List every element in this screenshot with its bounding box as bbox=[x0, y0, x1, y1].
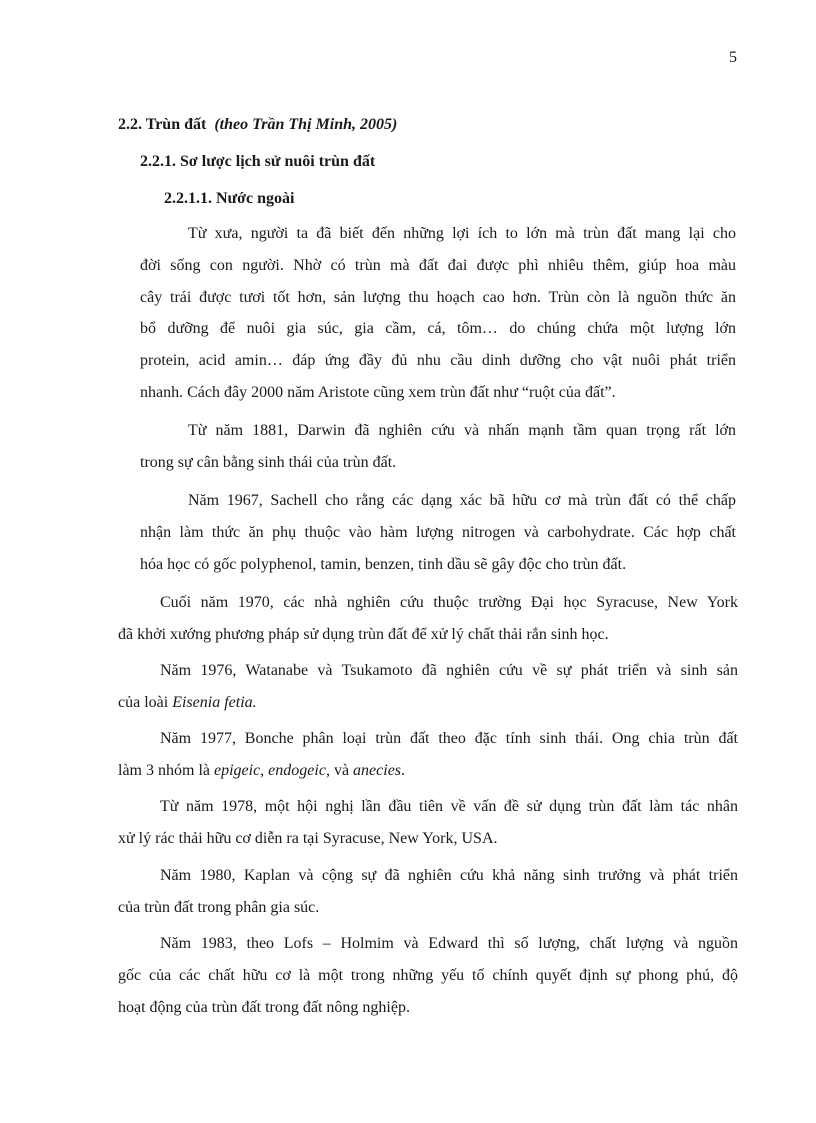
paragraph-watanabe bbox=[118, 655, 738, 719]
page-number: 5 bbox=[729, 49, 737, 66]
paragraph-line: gốc của các chất hữu cơ là một trong những yếu tố chính quyết định sự phong phú, độ bbox=[118, 966, 738, 984]
paragraph-line: xử lý rác thải hữu cơ diễn ra tại Syracuse, New York, USA. bbox=[118, 829, 498, 847]
section-heading bbox=[118, 116, 397, 134]
paragraph-line: nhận làm thức ăn phụ thuộc vào hàm lượng nitrogen và carbohydrate. Các hợp chất bbox=[140, 523, 736, 541]
group-name: anecies bbox=[353, 761, 402, 779]
paragraph-bonche bbox=[118, 723, 738, 787]
paragraph-sachell bbox=[140, 485, 736, 580]
paragraph-line: nhanh. Cách đây 2000 năm Aristote cũng xem trùn đất như “ruột của đất”. bbox=[140, 383, 616, 401]
paragraph-line: hoạt động của trùn đất trong đất nông nghiệp. bbox=[118, 998, 410, 1016]
paragraph-kaplan bbox=[118, 860, 738, 924]
paragraph-line: Năm 1977, Bonche phân loại trùn đất theo đặc tính sinh thái. Ong chia trùn đất bbox=[160, 730, 738, 747]
paragraph-line: đã khởi xướng phương pháp sử dụng trùn đất để xử lý chất thải rắn sinh học. bbox=[118, 625, 609, 643]
text-fragment: làm 3 nhóm là bbox=[118, 761, 214, 779]
paragraph-conference-1978 bbox=[118, 791, 738, 855]
paragraph-lofs-holmim bbox=[118, 928, 738, 1023]
paragraph-darwin bbox=[140, 415, 736, 479]
paragraph-line: của trùn đất trong phân gia súc. bbox=[118, 898, 320, 916]
text-fragment: , và bbox=[325, 761, 354, 779]
paragraph-line: Cuối năm 1970, các nhà nghiên cứu thuộc trường Đại học Syracuse, New York bbox=[160, 594, 738, 611]
subsection-heading: 2.2.1. Sơ lược lịch sử nuôi trùn đất bbox=[140, 153, 376, 170]
paragraph-line: Năm 1983, theo Lofs – Holmim và Edward thì số lượng, chất lượng và nguồn bbox=[160, 935, 738, 952]
paragraph-history-intro bbox=[140, 218, 736, 409]
paragraph-line: hóa học có gốc polyphenol, tamin, benzen, tinh dầu sẽ gây độc cho trùn đất. bbox=[140, 555, 627, 573]
paragraph-line: bổ dưỡng để nuôi gia súc, gia cầm, cá, tôm… do chúng chứa một lượng lớn bbox=[140, 320, 736, 338]
group-names: epigeic, endogeic bbox=[213, 761, 326, 779]
species-name: Eisenia fetia. bbox=[172, 693, 257, 711]
paragraph-line: đời sống con người. Nhờ có trùn mà đất đai được phì nhiêu thêm, giúp hoa màu bbox=[140, 256, 736, 274]
paragraph-line bbox=[118, 755, 738, 787]
paragraph-line: Từ xưa, người ta đã biết đến những lợi ích to lớn mà trùn đất mang lại cho bbox=[188, 225, 736, 242]
paragraph-line: Năm 1980, Kaplan và cộng sự đã nghiên cứu khả năng sinh trưởng và phát triển bbox=[160, 867, 738, 884]
paragraph-line: Năm 1976, Watanabe và Tsukamoto đã nghiên cứu về sự phát triển và sinh sản bbox=[160, 662, 738, 679]
paragraph-line: trong sự cân bằng sinh thái của trùn đất. bbox=[140, 453, 397, 471]
paragraph-line bbox=[118, 687, 738, 719]
paragraph-syracuse-1970 bbox=[118, 587, 738, 651]
paragraph-line: Từ năm 1978, một hội nghị lần đầu tiên về vấn đề sử dụng trùn đất làm tác nhân bbox=[160, 798, 738, 815]
paragraph-line: Năm 1967, Sachell cho rằng các dạng xác bã hữu cơ mà trùn đất có thể chấp bbox=[188, 492, 736, 509]
text-fragment: . bbox=[401, 761, 406, 779]
paragraph-line: protein, acid amin… đáp ứng đầy đủ nhu cầu dinh dưỡng cho vật nuôi phát triển bbox=[140, 352, 736, 370]
section-heading-citation: (theo Trần Thị Minh, 2005) bbox=[214, 116, 398, 133]
section-heading-title: 2.2. Trùn đất bbox=[118, 116, 207, 133]
text-fragment: của loài bbox=[118, 693, 173, 711]
paragraph-line: Từ năm 1881, Darwin đã nghiên cứu và nhấn mạnh tầm quan trọng rất lớn bbox=[188, 422, 736, 439]
paragraph-line: cây trái được tươi tốt hơn, sản lượng thu hoạch cao hơn. Trùn còn là nguồn thức ăn bbox=[140, 288, 736, 306]
subsubsection-heading: 2.2.1.1. Nước ngoài bbox=[164, 190, 295, 207]
